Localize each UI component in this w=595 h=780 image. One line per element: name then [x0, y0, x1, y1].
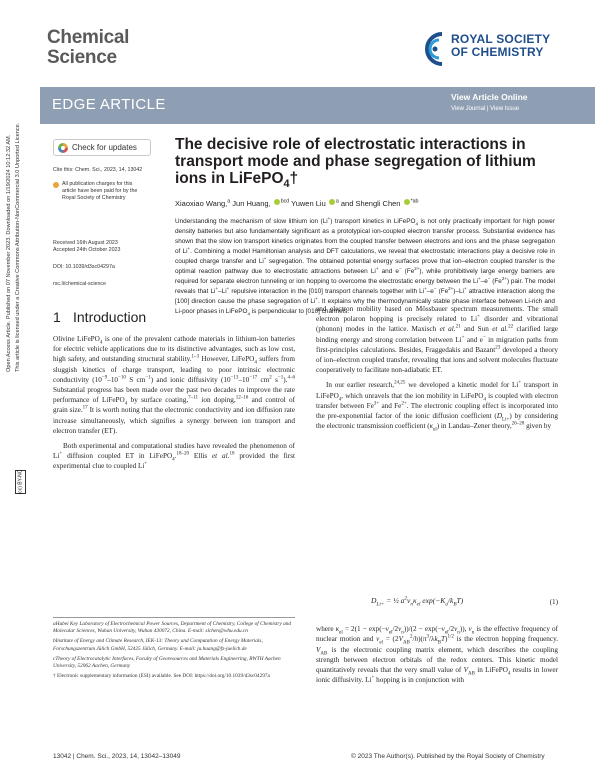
publisher-name: [451, 33, 550, 59]
journal-name: [47, 28, 129, 68]
check-for-updates-label: Check for updates: [72, 143, 137, 152]
view-journal-issue-links[interactable]: View Journal | View Issue: [451, 106, 520, 112]
section-title: Introduction: [73, 309, 147, 325]
equation-1: [316, 592, 558, 614]
journal-name-line2: Science: [47, 47, 117, 68]
citation: [53, 167, 142, 174]
footnote-affiliation-b: bInstitute of Energy and Climate Research, IEK-13: Theory and Computation of Energy Materials, Forschungszentrum Jülich GmbH, 52425 Jülich, Germany. E-mail: ju.huang@fz-juelich.de: [53, 638, 263, 652]
orcid-icon[interactable]: [404, 199, 410, 205]
journal-name-line1: Chemical: [47, 27, 130, 48]
received-date: Received 16th August 2023: [53, 240, 118, 246]
check-for-updates-button[interactable]: [53, 139, 151, 156]
crossmark-icon: [58, 143, 68, 153]
intro-paragraph-4: In our earlier research,$^{24,25}$ we developed a kinetic model for Li+ transport in LiFePO$_4$, which unravels that the ion mobility in LiFePO$_4$ is coupled with electron transfer between $Fe^{3+}$ and $Fe^{2+}$. The electronic coupling effect is incorporated into the pre-exponential factor of the ionic diffusion coefficient $(D_{Li+})$ by considering the electronic transmission coefficient $(\kappa_{el})$ in Landau–Zener theory,$^{26-28}$ given by: [316, 381, 558, 433]
intro-paragraph-2: Both experimental and computational studies have revealed the phenomenon of Li+ diffusion coupled ET in LiFePO$_4$.$^{18-20}$ Ellis et al.$^{18}$ provided the first experimental clue to coupled Li+: [53, 442, 295, 471]
open-access-icon: [53, 182, 59, 188]
journal-link[interactable]: rsc.li/chemical-science: [53, 281, 106, 287]
page-footer-right: © 2023 The Author(s). Published by the Royal Society of Chemistry: [351, 753, 545, 760]
body-right-column-continued: [316, 617, 558, 693]
intro-paragraph-1: Olivine LiFePO$_4$ is one of the prevalent cathode materials in lithium-ion batteries for electric vehicle applications due to its distinctive advantages, such as low cost, high safety, and outstanding structural stability.$^{1-3}$ However, LiFePO$_4$ suffers from sluggish kinetics of charge transport, leading to poor intrinsic electronic conductivity ($10^{-9}-10^{-10}$ S $cm^{-1}$) and ionic diffusivity ($10^{-13}-10^{-17}$ $cm^2$ $s^{-1}).^{4-6}$ Substantial progress has been made over the past two decades to improve the rate performance of LiFePO$_4$ by surface coating,$^{7-11}$ ion doping,$^{12-16}$ and control of grain size.$^{17}$ It is worth noting that the electronic conductivity and ion diffusion rate increase simultaneously, which signifies a synergy between ion transport and electron transfer (ET).: [53, 335, 295, 435]
section-heading: [53, 309, 146, 325]
publication-charges-note: All publication charges for this article have been paid for by the Royal Society of Chemistry: [62, 181, 138, 201]
orcid-icon[interactable]: [274, 199, 280, 205]
body-left-column: [53, 334, 295, 472]
licence-notice[interactable]: This article is licensed under a Creative Commons Attribution-NonCommercial 3.0 Unported Licence.: [15, 122, 21, 372]
equation-1-body: $D_{Li+}$ = ½ $a^2\nu_n\kappa_{el}$ $\exp(-K_a/k_BT)$: [371, 595, 464, 608]
abstract: Understanding the mechanism of slow lithium ion (Li+) transport kinetics in LiFePO$_4$ is not only practically important for high power density batteries but also fundamentally significant as a prototypical ion-coupled electron transfer process. Substantial evidence has shown that the slow ion transport kinetics originates from the coupled transfer between electrons and ions and the phase segregation of Li+. Combining a model Hamiltonian analysis and DFT calculations, we reveal that electrostatic interactions play a decisive role in coupled charge transfer and Li+ segregation. The obtained potential energy surfaces prove that ion–electron coupled transfer is the optimal reaction pathway due to electrostatic attractions between Li+ and e− $(Fe^{2+})$, while prohibitively large energy barriers are required for separate electron tunneling or ion hopping to overcome the electrostatic energy between the Li+–e− $(Fe^{2+})$ pair. The model reveals that Li+–Li+ repulsive interaction in the [010] transport channels together with Li+–e− $(Fe^{2+})-Li^+$ attractive interaction along the [100] direction cause the phase segregation of Li+. It explains why the thermodynamically stable phase interface between Li-rich and Li-poor phases in LiFePO$_4$ is perpendicular to [010] channels.: [175, 215, 555, 317]
article-history: [53, 240, 143, 254]
footnote-esi[interactable]: † Electronic supplementary information (ESI) available. See DOI: https://doi.org/10.1039/d3sc04297a: [53, 673, 270, 680]
footnote-divider: [53, 617, 295, 618]
intro-paragraph-3: and electron mobility based on Mössbauer spectrum measurements. The small electron polaron hopping is precisely related to Li+ disorder and vibrational (phonon) modes in the lattice. Maxisch et al.$^{21}$ and Sun et al.$^{22}$ clarified large binding energy and strong correlation between Li+ and e− in migration paths from first-principles calculations. Besides, Fraggedakis and Bazant$^{23}$ developed a theory of ion–electron coupled transfer, revealing that ions and solvent molecules fluctuate cooperatively to facilitate non-adiabatic ET.: [316, 305, 559, 375]
intro-paragraph-5: where $\kappa_{el} = 2(1 - \exp(-\nu_{el}/2\nu_n))/(2 - \exp(-\nu_{el}/2\nu_n))$, $\nu_n$ is the effective frequency of nuclear motion and $\nu_{el} = (2V_{AB}^2/h)(\pi^3/\lambda k_BT)^{1/2}$ is the electron hopping frequency. $V_{AB}$ is the electronic coupling matrix element, which describes the coupling strength between electron orbitals of the redox centers. This kinetic model quantitatively reveals that the very small value of $V_{AB}$ in LiFePO$_4$ results in lower ionic diffusivity. Li+ hopping is in conjunction with: [316, 625, 558, 685]
article-type: EDGE ARTICLE: [52, 96, 166, 113]
cc-badge-label: (cc) BY-NC: [17, 469, 24, 495]
cc-license-icon[interactable]: [15, 470, 26, 494]
doi[interactable]: DOI: 10.1039/d3sc04297a: [53, 264, 115, 270]
cite-label: Cite this:: [53, 167, 74, 173]
view-online-link[interactable]: View Article Online: [451, 92, 528, 102]
rsc-logo-icon: [424, 30, 446, 68]
article-title: The decisive role of electrostatic interactions in transport mode and phase segregation of lithium ions in LiFePO$_4$†: [175, 136, 536, 191]
equation-number: (1): [549, 598, 558, 606]
footnote-affiliation-a: aHubei Key Laboratory of Electrochemical Power Sources, Department of Chemistry, College of Chemistry and Molecular Sciences, Wuhan University, Wuhan 430072, China. E-mail: slchen@whu.edu.cn: [53, 621, 292, 635]
publisher-line2: OF CHEMISTRY: [451, 45, 544, 59]
footnote-affiliation-c: cTheory of Electrocatalytic Interfaces, Faculty of Georesources and Materials Engineering, RWTH Aachen University, 52062 Aachen, Germany: [53, 655, 281, 670]
section-number: 1: [53, 309, 61, 325]
open-access-notice: Open Access Article. Published on 07 November 2023. Downloaded on 1/19/2024 10:12:32 AM.: [6, 134, 12, 372]
cite-value: Chem. Sci., 2023, 14, 13042: [75, 167, 143, 173]
accepted-date: Accepted 24th October 2023: [53, 247, 121, 253]
body-right-column: [316, 304, 558, 431]
orcid-icon[interactable]: [329, 199, 335, 205]
page-footer-left: 13042 | Chem. Sci., 2023, 14, 13042–13049: [53, 753, 181, 760]
affiliations-footnotes: [53, 621, 295, 683]
publisher-line1: ROYAL SOCIETY: [451, 32, 551, 46]
author-list: Xiaoxiao Wang,$^a$ Jun Huang, $^{bcd}$ Yuwen Liu $^a$ and Shengli Chen $^{*ab}$: [175, 198, 419, 208]
